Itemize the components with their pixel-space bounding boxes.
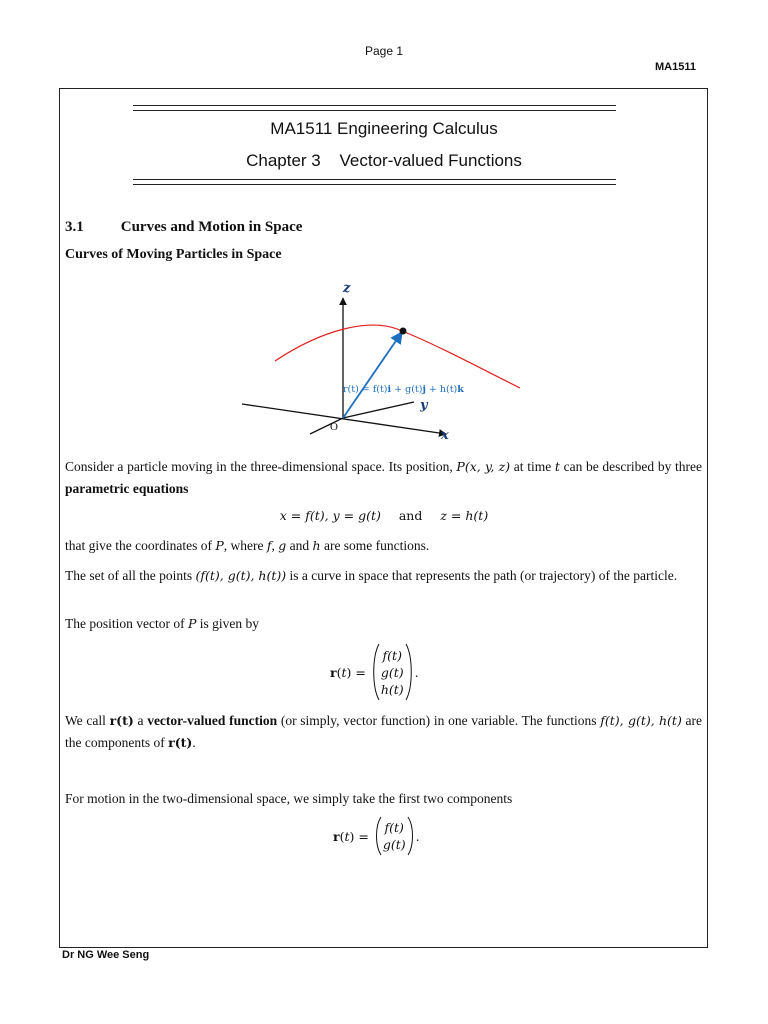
paragraph-particle-motion: Consider a particle moving in the three-dimensional space. Its position, P(x, y, z) at time t can be described by three parametric equations — [65, 459, 702, 496]
component-g-2d: g(t) — [382, 837, 406, 852]
page-number: Page 1 — [364, 44, 404, 58]
chapter-number: Chapter 3 — [246, 151, 321, 170]
origin-label: O — [330, 421, 338, 433]
right-paren — [405, 643, 413, 701]
title-rule-top — [133, 105, 616, 111]
vector-equation-2d: r(t) = f(t) g(t) . — [333, 816, 420, 856]
x-axis-label: x — [441, 428, 449, 443]
paragraph-vector-function: We call r(t) a vector-valued function (or simply, vector function) in one variable. The functions f(t), g(t), h(t) are the components of r(t). — [65, 713, 703, 750]
course-code-header: MA1511 — [655, 61, 696, 73]
section-title: Curves and Motion in Space — [120, 219, 303, 235]
section-number: 3.1 — [65, 219, 84, 235]
paragraph-position-vector: The position vector of P is given by — [65, 616, 260, 631]
paragraph-two-dimensional: For motion in the two-dimensional space, we simply take the first two components — [65, 791, 513, 806]
left-paren — [372, 643, 380, 701]
left-paren-2d — [375, 816, 382, 856]
x-axis — [242, 404, 446, 434]
component-f-2d: f(t) — [384, 820, 404, 835]
footer-author: Dr NG Wee Seng — [62, 949, 150, 961]
subsection-heading: Curves of Moving Particles in Space — [65, 247, 282, 262]
curve-figure — [230, 276, 530, 446]
paragraph-curve-set: The set of all the points (f(t), g(t), h(t)) is a curve in space that represents the path (or trajectory) of the particle. — [65, 568, 678, 583]
parametric-equations: x = f(t), y = g(t) and z = h(t) — [279, 508, 489, 523]
vector-equation-3d-lhs: r(t) = — [330, 664, 366, 680]
title-rule-bottom — [133, 179, 616, 185]
chapter-title — [0, 151, 768, 171]
z-axis-label: z — [343, 281, 351, 296]
chapter-name: Vector-valued Functions — [339, 151, 522, 170]
section-heading — [65, 219, 302, 236]
right-paren-2d — [407, 816, 414, 856]
main-title: MA1511 Engineering Calculus — [270, 119, 498, 138]
trajectory-curve — [275, 325, 520, 388]
component-g: g(t) — [380, 664, 404, 680]
paragraph-coordinates: that give the coordinates of P, where f, g and h are some functions. — [65, 538, 430, 553]
y-axis-back — [310, 418, 343, 434]
component-f: f(t) — [382, 647, 402, 663]
vector-equation-3d: r(t) = f(t) g(t) h(t) . — [330, 643, 419, 701]
vector-equation-2d-lhs: r(t) = — [333, 828, 369, 844]
y-axis — [343, 402, 414, 418]
component-h: h(t) — [380, 681, 404, 697]
vector-function-label: r(t) = f(t)i + g(t)j + h(t)k — [343, 384, 464, 395]
y-axis-label: y — [420, 398, 428, 413]
position-vector — [343, 332, 402, 418]
particle-point — [400, 328, 407, 335]
